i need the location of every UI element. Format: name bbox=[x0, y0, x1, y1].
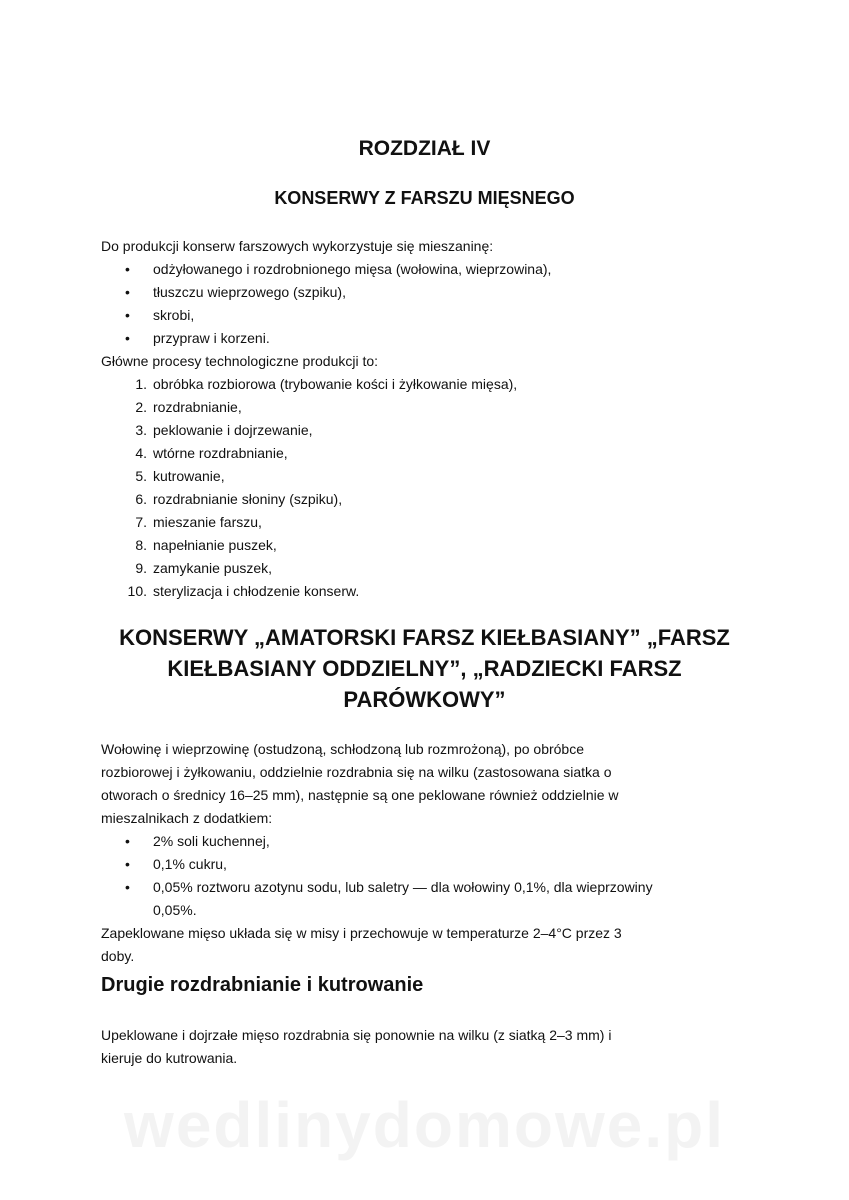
list-item: • przypraw i korzeni. bbox=[101, 327, 751, 350]
heading-line: PARÓWKOWY” bbox=[343, 687, 506, 712]
bullet-icon: • bbox=[125, 833, 130, 849]
product-description bbox=[101, 738, 751, 968]
list-item: • skrobi, bbox=[101, 304, 751, 327]
subheading: Drugie rozdrabnianie i kutrowanie bbox=[101, 974, 424, 996]
bullet-icon: • bbox=[125, 856, 130, 872]
paragraph: Zapeklowane mięso układa się w misy i przechowuje w temperaturze 2–4°C przez 3 doby. bbox=[101, 925, 622, 964]
product-heading bbox=[60, 622, 789, 715]
list-item: 4. wtórne rozdrabnianie, bbox=[135, 445, 288, 461]
list-item: • odżyłowanego i rozdrobnionego mięsa (wołowina, wieprzowina), bbox=[101, 258, 751, 281]
heading-line: KONSERWY „AMATORSKI FARSZ KIEŁBASIANY” „FARSZ bbox=[119, 625, 730, 650]
list-item: • tłuszczu wieprzowego (szpiku), bbox=[101, 281, 751, 304]
list-item: 2. rozdrabnianie, bbox=[135, 399, 242, 415]
list-item: • 2% soli kuchennej, bbox=[101, 830, 751, 853]
list-item: • 0,05% roztworu azotynu sodu, lub saletry — dla wołowiny 0,1%, dla wieprzowiny 0,05%. bbox=[101, 876, 751, 922]
bullet-icon: • bbox=[125, 330, 130, 346]
list-item: 10. sterylizacja i chłodzenie konserw. bbox=[127, 583, 360, 599]
process-list bbox=[101, 373, 751, 603]
list-item: 8. napełnianie puszek, bbox=[135, 537, 277, 553]
bullet-icon: • bbox=[125, 261, 130, 277]
final-section bbox=[101, 1024, 751, 1070]
section-title: KONSERWY Z FARSZU MIĘSNEGO bbox=[274, 188, 575, 208]
ingredients-list bbox=[101, 258, 751, 350]
bullet-icon: • bbox=[125, 284, 130, 300]
paragraph: Wołowinę i wieprzowinę (ostudzoną, schłodzoną lub rozmrożoną), po obróbce rozbiorowej i żyłkowaniu, oddzielnie rozdrabnia się na wilku (zastosowana siatka o otworach o średnicy 16–25 mm), następnie są one peklowane również oddzielnie w mieszalnikach z dodatkiem: bbox=[101, 741, 619, 826]
intro-section bbox=[101, 235, 751, 603]
list-item: 5. kutrowanie, bbox=[135, 468, 225, 484]
list-item: 6. rozdrabnianie słoniny (szpiku), bbox=[135, 491, 343, 507]
watermark: wedlinydomowe.pl bbox=[124, 1089, 725, 1161]
heading-line: KIEŁBASIANY ODDZIELNY”, „RADZIECKI FARSZ bbox=[167, 656, 682, 681]
paragraph: Upeklowane i dojrzałe mięso rozdrabnia się ponownie na wilku (z siatką 2–3 mm) i kieruje do kutrowania. bbox=[101, 1027, 612, 1066]
bullet-icon: • bbox=[125, 307, 130, 323]
list-item: 7. mieszanie farszu, bbox=[135, 514, 262, 530]
process-intro-text: Główne procesy technologiczne produkcji to: bbox=[101, 353, 379, 369]
list-item: 9. zamykanie puszek, bbox=[135, 560, 273, 576]
intro-text: Do produkcji konserw farszowych wykorzystuje się mieszaninę: bbox=[101, 238, 494, 254]
list-item: • 0,1% cukru, bbox=[101, 853, 751, 876]
bullet-icon: • bbox=[125, 879, 130, 895]
list-item: 3. peklowanie i dojrzewanie, bbox=[135, 422, 313, 438]
additives-list bbox=[101, 830, 751, 922]
chapter-title: ROZDZIAŁ IV bbox=[358, 137, 491, 160]
list-item: 1. obróbka rozbiorowa (trybowanie kości i żyłkowanie mięsa), bbox=[135, 376, 518, 392]
